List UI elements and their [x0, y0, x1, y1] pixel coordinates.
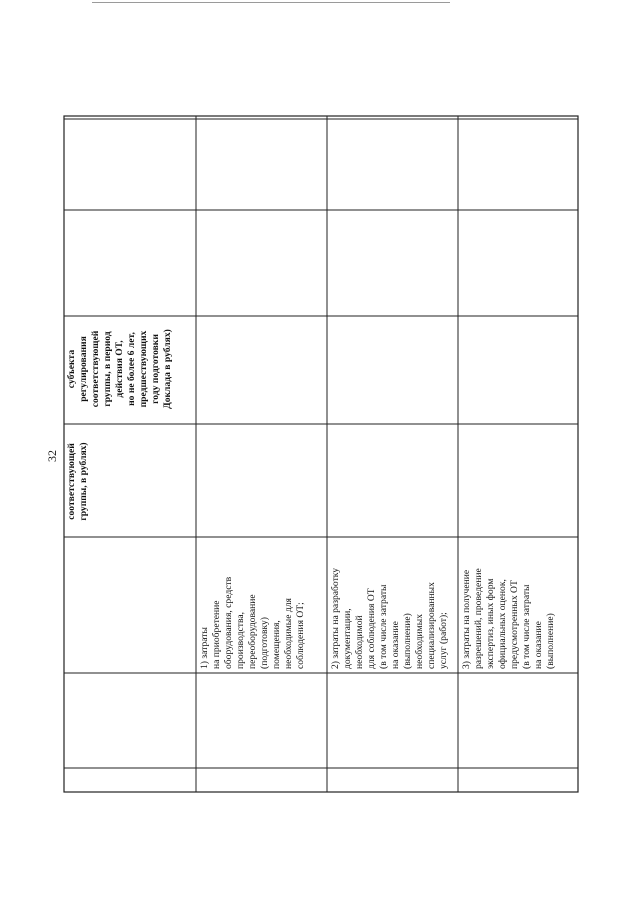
page-number: 32 [45, 450, 59, 462]
row-label-3: 3) затраты на получение разрешений, проведение экспертиз, иных форм официальных оценок, предусмотренных ОТ (в том числе затраты на оказание (выполнение) [461, 568, 556, 669]
row-label-2: 2) затраты на разработку документации, необходимой для соблюдения ОТ (в том числе затраты на оказание (выполнение) необходимых специализированных услуг (работ); [330, 567, 449, 669]
row-label-1: 1) затраты на приобретение оборудования, средств производства, переоборудование (подготовку) помещения, необходимые для соблюдения ОТ; [199, 576, 306, 669]
header-subject-cost: субъекта регулирования соответствующей группы, в период действия ОТ, но не более 6 лет, предшествующих году подготовки Доклада в рублях) [66, 329, 173, 409]
header-group-cost: соответствующей группы, в рублях) [66, 442, 89, 521]
